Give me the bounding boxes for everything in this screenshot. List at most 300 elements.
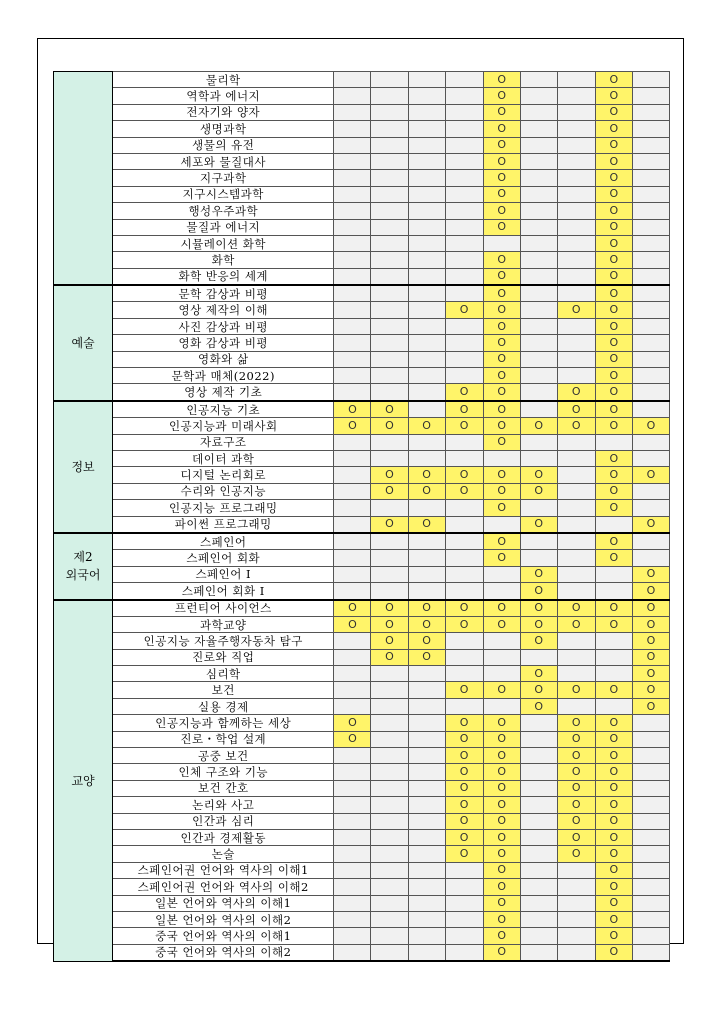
marked-cell: O [445, 401, 483, 418]
empty-cell [371, 88, 408, 104]
empty-cell [371, 153, 408, 169]
table-row [54, 203, 670, 219]
empty-cell [371, 682, 408, 698]
table-row [54, 879, 670, 895]
marked-cell: O [595, 600, 632, 617]
empty-cell [520, 219, 557, 235]
empty-cell [371, 203, 408, 219]
marked-cell: O [483, 401, 520, 418]
empty-cell [520, 862, 557, 878]
marked-cell: O [595, 368, 632, 384]
empty-cell [520, 533, 557, 550]
empty-cell [371, 928, 408, 944]
marked-cell: O [595, 302, 632, 318]
empty-cell [557, 153, 595, 169]
empty-cell [334, 797, 371, 813]
empty-cell [371, 797, 408, 813]
subject-cell: 스페인어권 언어와 역사의 이해1 [113, 862, 334, 878]
marked-cell: O [483, 268, 520, 285]
empty-cell [557, 566, 595, 582]
marked-cell: O [483, 203, 520, 219]
empty-cell [557, 351, 595, 367]
marked-cell: O [483, 879, 520, 895]
table-row [54, 633, 670, 649]
marked-cell: O [557, 682, 595, 698]
marked-cell: O [483, 780, 520, 796]
empty-cell [334, 186, 371, 202]
empty-cell [595, 633, 632, 649]
empty-cell [632, 715, 669, 731]
marked-cell: O [595, 467, 632, 483]
marked-cell: O [632, 698, 669, 714]
marked-cell: O [371, 467, 408, 483]
empty-cell [445, 533, 483, 550]
subject-cell: 보건 [113, 682, 334, 698]
empty-cell [557, 137, 595, 153]
empty-cell [445, 252, 483, 268]
marked-cell: O [483, 715, 520, 731]
empty-cell [371, 829, 408, 845]
subject-cell: 인공지능과 미래사회 [113, 418, 334, 434]
empty-cell [334, 764, 371, 780]
marked-cell: O [557, 418, 595, 434]
marked-cell: O [595, 170, 632, 186]
marked-cell: O [595, 731, 632, 747]
marked-cell: O [334, 731, 371, 747]
empty-cell [520, 318, 557, 334]
subject-cell: 실용 경제 [113, 698, 334, 714]
empty-cell [445, 219, 483, 235]
marked-cell: O [445, 748, 483, 764]
empty-cell [371, 72, 408, 88]
marked-cell: O [445, 600, 483, 617]
table-row [54, 418, 670, 434]
subject-cell: 생물의 유전 [113, 137, 334, 153]
empty-cell [334, 583, 371, 600]
marked-cell: O [445, 780, 483, 796]
marked-cell: O [483, 550, 520, 566]
empty-cell [595, 666, 632, 682]
marked-cell: O [483, 731, 520, 747]
marked-cell: O [557, 813, 595, 829]
empty-cell [557, 203, 595, 219]
empty-cell [632, 121, 669, 137]
marked-cell: O [632, 616, 669, 632]
marked-cell: O [632, 583, 669, 600]
marked-cell: O [557, 780, 595, 796]
empty-cell [408, 797, 445, 813]
marked-cell: O [483, 170, 520, 186]
empty-cell [445, 235, 483, 251]
empty-cell [408, 911, 445, 927]
empty-cell [408, 88, 445, 104]
subject-cell: 물리학 [113, 72, 334, 88]
empty-cell [557, 434, 595, 450]
empty-cell [445, 104, 483, 120]
empty-cell [371, 813, 408, 829]
empty-cell [408, 268, 445, 285]
empty-cell [632, 500, 669, 516]
empty-cell [557, 186, 595, 202]
marked-cell: O [483, 72, 520, 88]
empty-cell [371, 351, 408, 367]
empty-cell [557, 268, 595, 285]
empty-cell [334, 153, 371, 169]
empty-cell [445, 516, 483, 533]
empty-cell [334, 467, 371, 483]
empty-cell [334, 649, 371, 665]
table-row [54, 797, 670, 813]
table-row [54, 764, 670, 780]
marked-cell: O [483, 88, 520, 104]
empty-cell [371, 879, 408, 895]
empty-cell [371, 780, 408, 796]
empty-cell [334, 698, 371, 714]
empty-cell [371, 121, 408, 137]
subject-cell: 일본 언어와 역사의 이해2 [113, 911, 334, 927]
empty-cell [408, 682, 445, 698]
table-row [54, 583, 670, 600]
marked-cell: O [334, 401, 371, 418]
table-row [54, 516, 670, 533]
category-cell: 정보 [54, 401, 113, 533]
marked-cell: O [445, 384, 483, 401]
empty-cell [632, 302, 669, 318]
empty-cell [520, 813, 557, 829]
empty-cell [632, 401, 669, 418]
marked-cell: O [408, 600, 445, 617]
empty-cell [520, 186, 557, 202]
marked-cell: O [595, 137, 632, 153]
table-row [54, 235, 670, 251]
subject-cell: 영화 감상과 비평 [113, 335, 334, 351]
marked-cell: O [371, 483, 408, 499]
table-row [54, 170, 670, 186]
table-row [54, 401, 670, 418]
empty-cell [334, 137, 371, 153]
empty-cell [445, 550, 483, 566]
marked-cell: O [483, 467, 520, 483]
empty-cell [632, 944, 669, 961]
empty-cell [371, 137, 408, 153]
subject-cell: 진로・학업 설계 [113, 731, 334, 747]
marked-cell: O [371, 649, 408, 665]
subject-cell: 인공지능 기초 [113, 401, 334, 418]
marked-cell: O [557, 846, 595, 862]
subject-cell: 물질과 에너지 [113, 219, 334, 235]
empty-cell [408, 715, 445, 731]
empty-cell [520, 137, 557, 153]
empty-cell [371, 895, 408, 911]
empty-cell [445, 285, 483, 302]
table-row [54, 748, 670, 764]
empty-cell [334, 862, 371, 878]
marked-cell: O [334, 616, 371, 632]
empty-cell [520, 368, 557, 384]
subject-cell: 문학 감상과 비평 [113, 285, 334, 302]
empty-cell [408, 748, 445, 764]
empty-cell [557, 170, 595, 186]
marked-cell: O [595, 401, 632, 418]
empty-cell [408, 401, 445, 418]
empty-cell [408, 846, 445, 862]
empty-cell [408, 72, 445, 88]
empty-cell [520, 846, 557, 862]
empty-cell [520, 170, 557, 186]
empty-cell [632, 384, 669, 401]
marked-cell: O [632, 418, 669, 434]
empty-cell [445, 351, 483, 367]
marked-cell: O [520, 583, 557, 600]
marked-cell: O [483, 418, 520, 434]
marked-cell: O [483, 219, 520, 235]
table-row [54, 72, 670, 88]
marked-cell: O [595, 121, 632, 137]
empty-cell [632, 846, 669, 862]
marked-cell: O [632, 600, 669, 617]
empty-cell [520, 121, 557, 137]
empty-cell [445, 368, 483, 384]
marked-cell: O [483, 944, 520, 961]
marked-cell: O [595, 72, 632, 88]
empty-cell [520, 944, 557, 961]
marked-cell: O [483, 434, 520, 450]
table-row [54, 911, 670, 927]
empty-cell [445, 268, 483, 285]
marked-cell: O [520, 516, 557, 533]
empty-cell [520, 450, 557, 466]
empty-cell [408, 731, 445, 747]
empty-cell [520, 72, 557, 88]
table-row [54, 483, 670, 499]
empty-cell [334, 268, 371, 285]
course-table [53, 71, 670, 962]
empty-cell [334, 384, 371, 401]
empty-cell [445, 203, 483, 219]
marked-cell: O [483, 682, 520, 698]
marked-cell: O [557, 829, 595, 845]
empty-cell [408, 780, 445, 796]
marked-cell: O [595, 862, 632, 878]
empty-cell [632, 911, 669, 927]
marked-cell: O [483, 186, 520, 202]
empty-cell [632, 252, 669, 268]
empty-cell [334, 434, 371, 450]
empty-cell [445, 335, 483, 351]
table-row [54, 302, 670, 318]
empty-cell [632, 268, 669, 285]
empty-cell [557, 516, 595, 533]
empty-cell [334, 88, 371, 104]
empty-cell [445, 88, 483, 104]
marked-cell: O [445, 715, 483, 731]
category-cell: 교양 [54, 600, 113, 962]
marked-cell: O [557, 384, 595, 401]
marked-cell: O [632, 666, 669, 682]
empty-cell [632, 533, 669, 550]
empty-cell [520, 302, 557, 318]
table-row [54, 698, 670, 714]
empty-cell [445, 500, 483, 516]
marked-cell: O [557, 302, 595, 318]
empty-cell [520, 715, 557, 731]
marked-cell: O [595, 268, 632, 285]
marked-cell: O [483, 483, 520, 499]
empty-cell [408, 829, 445, 845]
empty-cell [334, 516, 371, 533]
empty-cell [371, 186, 408, 202]
marked-cell: O [595, 418, 632, 434]
empty-cell [371, 434, 408, 450]
empty-cell [520, 731, 557, 747]
table-row [54, 895, 670, 911]
empty-cell [632, 862, 669, 878]
empty-cell [520, 550, 557, 566]
empty-cell [520, 268, 557, 285]
marked-cell: O [483, 351, 520, 367]
marked-cell: O [595, 797, 632, 813]
table-row [54, 104, 670, 120]
marked-cell: O [520, 633, 557, 649]
empty-cell [445, 566, 483, 582]
marked-cell: O [483, 252, 520, 268]
marked-cell: O [483, 797, 520, 813]
empty-cell [445, 895, 483, 911]
marked-cell: O [483, 862, 520, 878]
table-row [54, 944, 670, 961]
empty-cell [520, 780, 557, 796]
marked-cell: O [408, 467, 445, 483]
marked-cell: O [371, 418, 408, 434]
empty-cell [334, 846, 371, 862]
subject-cell: 생명과학 [113, 121, 334, 137]
table-row [54, 219, 670, 235]
empty-cell [371, 302, 408, 318]
empty-cell [632, 368, 669, 384]
empty-cell [371, 698, 408, 714]
empty-cell [371, 731, 408, 747]
empty-cell [483, 633, 520, 649]
empty-cell [371, 450, 408, 466]
empty-cell [557, 583, 595, 600]
empty-cell [408, 121, 445, 137]
table-row [54, 550, 670, 566]
subject-cell: 문학과 매체(2022) [113, 368, 334, 384]
empty-cell [371, 252, 408, 268]
empty-cell [371, 715, 408, 731]
marked-cell: O [445, 829, 483, 845]
marked-cell: O [595, 450, 632, 466]
empty-cell [557, 72, 595, 88]
table-row [54, 846, 670, 862]
empty-cell [408, 566, 445, 582]
table-row [54, 121, 670, 137]
marked-cell: O [371, 633, 408, 649]
empty-cell [408, 583, 445, 600]
marked-cell: O [334, 715, 371, 731]
empty-cell [595, 516, 632, 533]
empty-cell [557, 533, 595, 550]
empty-cell [445, 72, 483, 88]
empty-cell [334, 318, 371, 334]
marked-cell: O [483, 600, 520, 617]
subject-cell: 중국 언어와 역사의 이해2 [113, 944, 334, 961]
table-row [54, 450, 670, 466]
empty-cell [520, 88, 557, 104]
subject-cell: 화학 반응의 세계 [113, 268, 334, 285]
empty-cell [445, 170, 483, 186]
empty-cell [520, 928, 557, 944]
subject-cell: 시뮬레이션 화학 [113, 235, 334, 251]
empty-cell [408, 186, 445, 202]
empty-cell [445, 666, 483, 682]
empty-cell [371, 384, 408, 401]
empty-cell [371, 104, 408, 120]
empty-cell [520, 500, 557, 516]
empty-cell [371, 170, 408, 186]
marked-cell: O [595, 285, 632, 302]
empty-cell [408, 533, 445, 550]
empty-cell [445, 121, 483, 137]
empty-cell [557, 666, 595, 682]
empty-cell [483, 649, 520, 665]
empty-cell [408, 318, 445, 334]
marked-cell: O [595, 335, 632, 351]
empty-cell [632, 879, 669, 895]
marked-cell: O [445, 418, 483, 434]
subject-cell: 행성우주과학 [113, 203, 334, 219]
empty-cell [371, 285, 408, 302]
empty-cell [557, 633, 595, 649]
marked-cell: O [334, 600, 371, 617]
empty-cell [371, 368, 408, 384]
empty-cell [632, 550, 669, 566]
marked-cell: O [595, 186, 632, 202]
marked-cell: O [520, 682, 557, 698]
subject-cell: 파이썬 프로그래밍 [113, 516, 334, 533]
marked-cell: O [632, 682, 669, 698]
marked-cell: O [520, 600, 557, 617]
empty-cell [520, 401, 557, 418]
marked-cell: O [371, 401, 408, 418]
marked-cell: O [445, 467, 483, 483]
empty-cell [408, 384, 445, 401]
empty-cell [557, 467, 595, 483]
empty-cell [557, 862, 595, 878]
subject-cell: 공중 보건 [113, 748, 334, 764]
empty-cell [371, 666, 408, 682]
empty-cell [445, 649, 483, 665]
empty-cell [632, 219, 669, 235]
empty-cell [408, 153, 445, 169]
subject-cell: 논술 [113, 846, 334, 862]
table-row [54, 88, 670, 104]
empty-cell [445, 153, 483, 169]
empty-cell [557, 698, 595, 714]
marked-cell: O [595, 682, 632, 698]
marked-cell: O [483, 813, 520, 829]
empty-cell [371, 550, 408, 566]
empty-cell [632, 780, 669, 796]
empty-cell [632, 153, 669, 169]
empty-cell [371, 500, 408, 516]
category-cell: 예술 [54, 285, 113, 401]
table-row [54, 731, 670, 747]
marked-cell: O [483, 285, 520, 302]
table-row [54, 252, 670, 268]
marked-cell: O [483, 846, 520, 862]
empty-cell [632, 731, 669, 747]
